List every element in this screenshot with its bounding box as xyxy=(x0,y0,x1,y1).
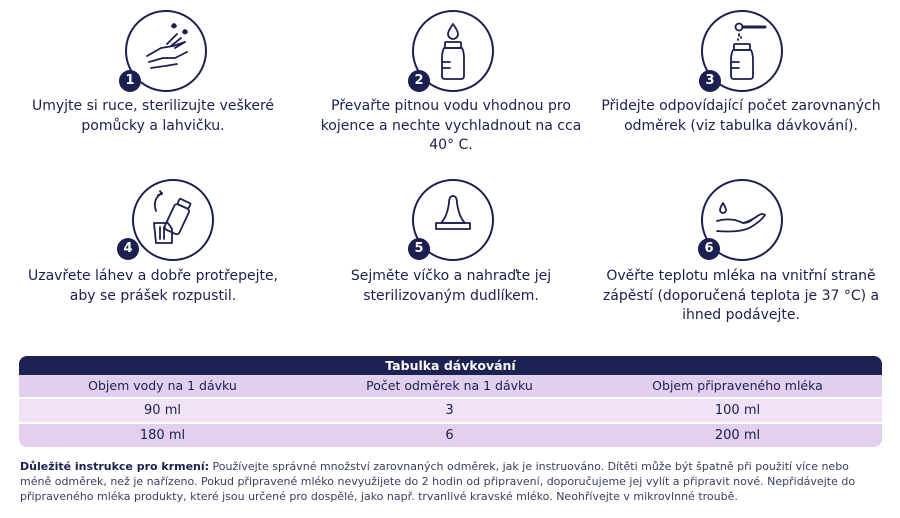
step-number-badge: 4 xyxy=(117,238,139,260)
table-cell: 90 ml xyxy=(144,403,181,418)
step-text: Umyjte si ruce, sterilizujte veškeré pomůcky a lahvičku. xyxy=(31,98,275,134)
table-cell: 180 ml xyxy=(139,428,186,443)
feeding-instructions-note xyxy=(20,459,880,504)
table-row xyxy=(19,422,882,447)
column-header: Počet odměrek na 1 dávku xyxy=(366,378,533,393)
step-number-badge: 6 xyxy=(698,238,720,260)
table-cell: 100 ml xyxy=(714,403,761,418)
dosage-table xyxy=(19,356,882,447)
step-text: Ověřte teplotu mléka na vnitřní straně zápěstí (doporučená teplota je 37 °C) a ihned podávejte. xyxy=(602,268,880,323)
step-text: Převařte pitnou vodu vhodnou pro kojence a nechte vychladnout na cca 40° C. xyxy=(320,98,582,153)
step-text: Uzavřete láhev a dobře protřepejte, aby se prášek rozpustil. xyxy=(27,268,279,304)
step-text: Sejměte víčko a nahraďte jej sterilizovaným dudlíkem. xyxy=(350,268,552,304)
dosage-table-header-row xyxy=(19,375,882,397)
column-header: Objem vody na 1 dávku xyxy=(88,378,237,393)
table-cell: 200 ml xyxy=(714,428,761,443)
step-number-badge: 1 xyxy=(119,70,141,92)
dosage-table-title: Tabulka dávkování xyxy=(19,356,882,375)
step-number-badge: 3 xyxy=(699,70,721,92)
note-label: Důležité instrukce pro krmení: xyxy=(20,460,210,473)
column-header: Objem připraveného mléka xyxy=(652,378,823,393)
table-cell: 3 xyxy=(445,403,454,418)
table-row xyxy=(19,397,882,422)
shaking-bottle-icon xyxy=(132,179,214,261)
note-text: Používejte správné množství zarovnaných odměrek, jak je instruováno. Dítěti může být špatně při použití více nebo méně odměrek, než je nařízeno. Pokud připravené mléko nevyužijete do 2 hodin od připravení, doporučujeme jej vylít a připravit nové. Nepřidávejte do připraveného mléka produkty, které jsou určené pro dospělé, jako např. trvanlivé kravské mléko. Neohřívejte v mikrovlnné troubě. xyxy=(20,460,856,503)
step-number-badge: 5 xyxy=(408,238,430,260)
table-cell: 6 xyxy=(445,428,454,443)
step-number-badge: 2 xyxy=(408,70,430,92)
step-text: Přidejte odpovídající počet zarovnaných odměrek (viz tabulka dávkování). xyxy=(601,98,881,134)
